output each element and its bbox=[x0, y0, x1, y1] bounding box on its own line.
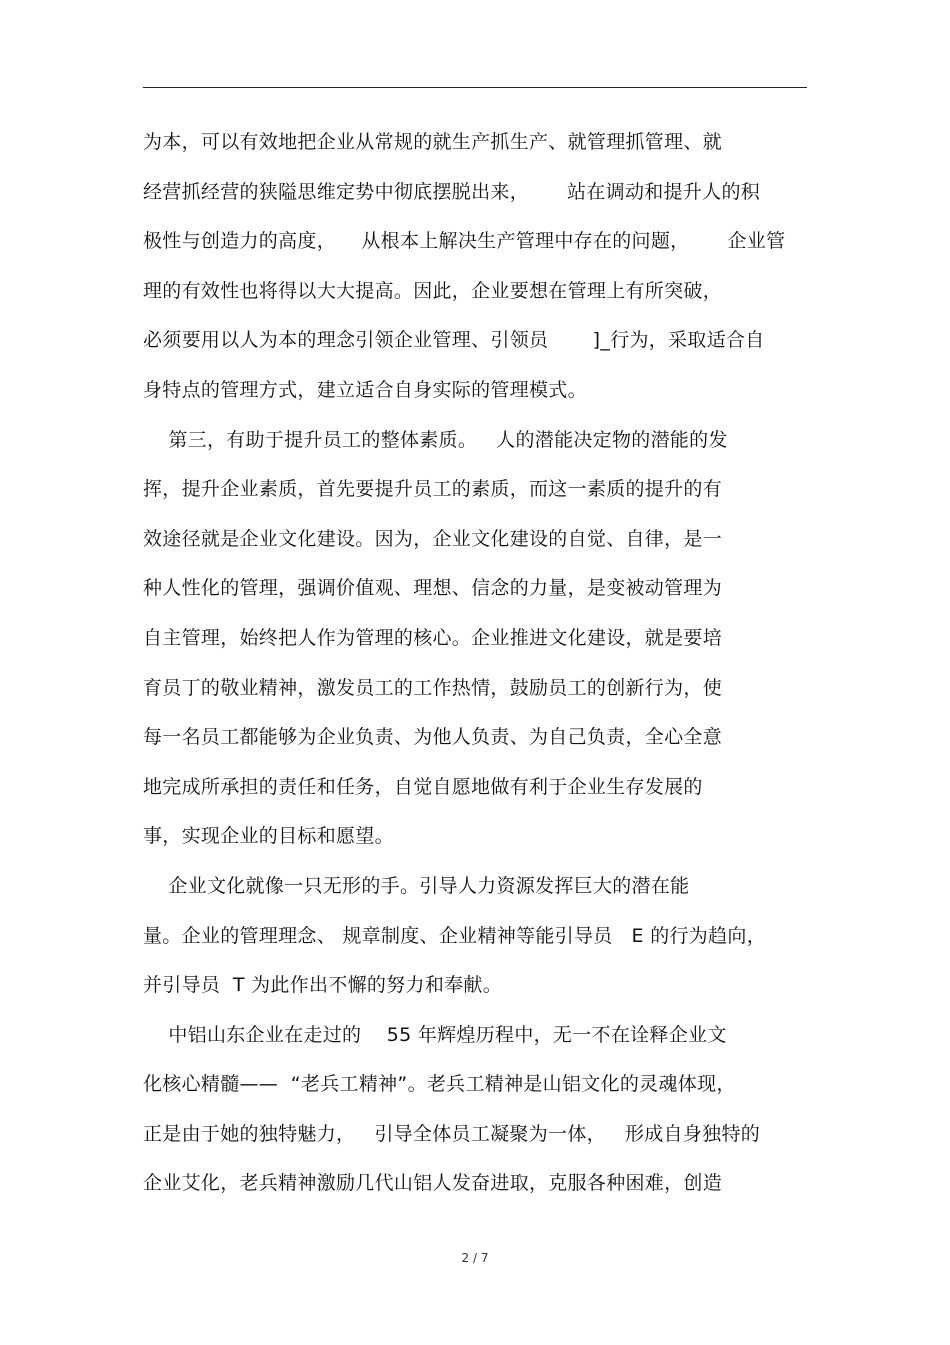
text-line: 企业艾化，老兵精神激励几代山铝人发奋进取，克服各种困难，创造 bbox=[143, 1172, 723, 1195]
text-line: 身特点的管理方式，建立适合自身实际的管理模式。 bbox=[143, 378, 587, 401]
text-line: 挥，提升企业素质，首先要提升员工的素质，而这一素质的提升的有 bbox=[143, 478, 723, 501]
text-line: 正是由于她的独特魅力， 引导全体员工凝聚为一体， 形成自身独特的 bbox=[143, 1122, 761, 1145]
text-line: 自主管理，始终把人作为管理的核心。企业推进文化建设，就是要培 bbox=[143, 626, 723, 649]
text-line: 中铝山东企业在走过的 55 年辉煌历程中，无一不在诠释企业文 bbox=[143, 1023, 727, 1046]
text-line: 极性与创造力的高度， 从根本上解决生产管理中存在的问题， 企业管 bbox=[143, 230, 786, 253]
document-body bbox=[143, 122, 813, 1213]
text-line: 效途径就是企业文化建设。因为，企业文化建设的自觉、自律，是一 bbox=[143, 527, 723, 550]
text-line: 化核心精髓—— “老兵工精神”。老兵工精神是山铝文化的灵魂体现， bbox=[143, 1073, 736, 1096]
text-line: 地完成所承担的责任和任务，自觉自愿地做有利于企业生存发展的 bbox=[143, 775, 703, 798]
text-line: 育员丁的敬业精神，激发员工的工作热情，鼓励员工的创新行为，使 bbox=[143, 676, 723, 699]
text-line: 事，实现企业的目标和愿望。 bbox=[143, 825, 394, 848]
text-line: 企业文化就像一只无形的手。引导人力资源发挥巨大的潜在能 bbox=[143, 874, 690, 897]
page-number: 2 / 7 bbox=[461, 1251, 489, 1265]
text-line: 每一名员工都能够为企业负责、为他人负责、为自己负责，全心全意 bbox=[143, 726, 723, 749]
text-line: 必须要用以人为本的理念引领企业管理、引领员 ]_行为，采取适合自 bbox=[143, 329, 765, 352]
text-line: 种人性化的管理，强调价值观、理想、信念的力量，是变被动管理为 bbox=[143, 577, 723, 600]
text-line: 并引导员 T 为此作出不懈的努力和奉献。 bbox=[143, 974, 503, 997]
text-line: 经营抓经营的狭隘思维定势中彻底摆脱出来， 站在调动和提升人的积 bbox=[143, 180, 761, 203]
text-line: 第三，有助于提升员工的整体素质。 人的潜能决定物的潜能的发 bbox=[143, 428, 728, 451]
header-rule bbox=[143, 87, 807, 88]
text-line: 量。企业的管理理念、 规章制度、企业精神等能引导员 E 的行为趋向， bbox=[143, 924, 767, 947]
text-line: 为本，可以有效地把企业从常规的就生产抓生产、就管理抓管理、就 bbox=[143, 131, 723, 153]
text-line: 理的有效性也将得以大大提高。因此，企业要想在管理上有所突破， bbox=[143, 279, 723, 302]
